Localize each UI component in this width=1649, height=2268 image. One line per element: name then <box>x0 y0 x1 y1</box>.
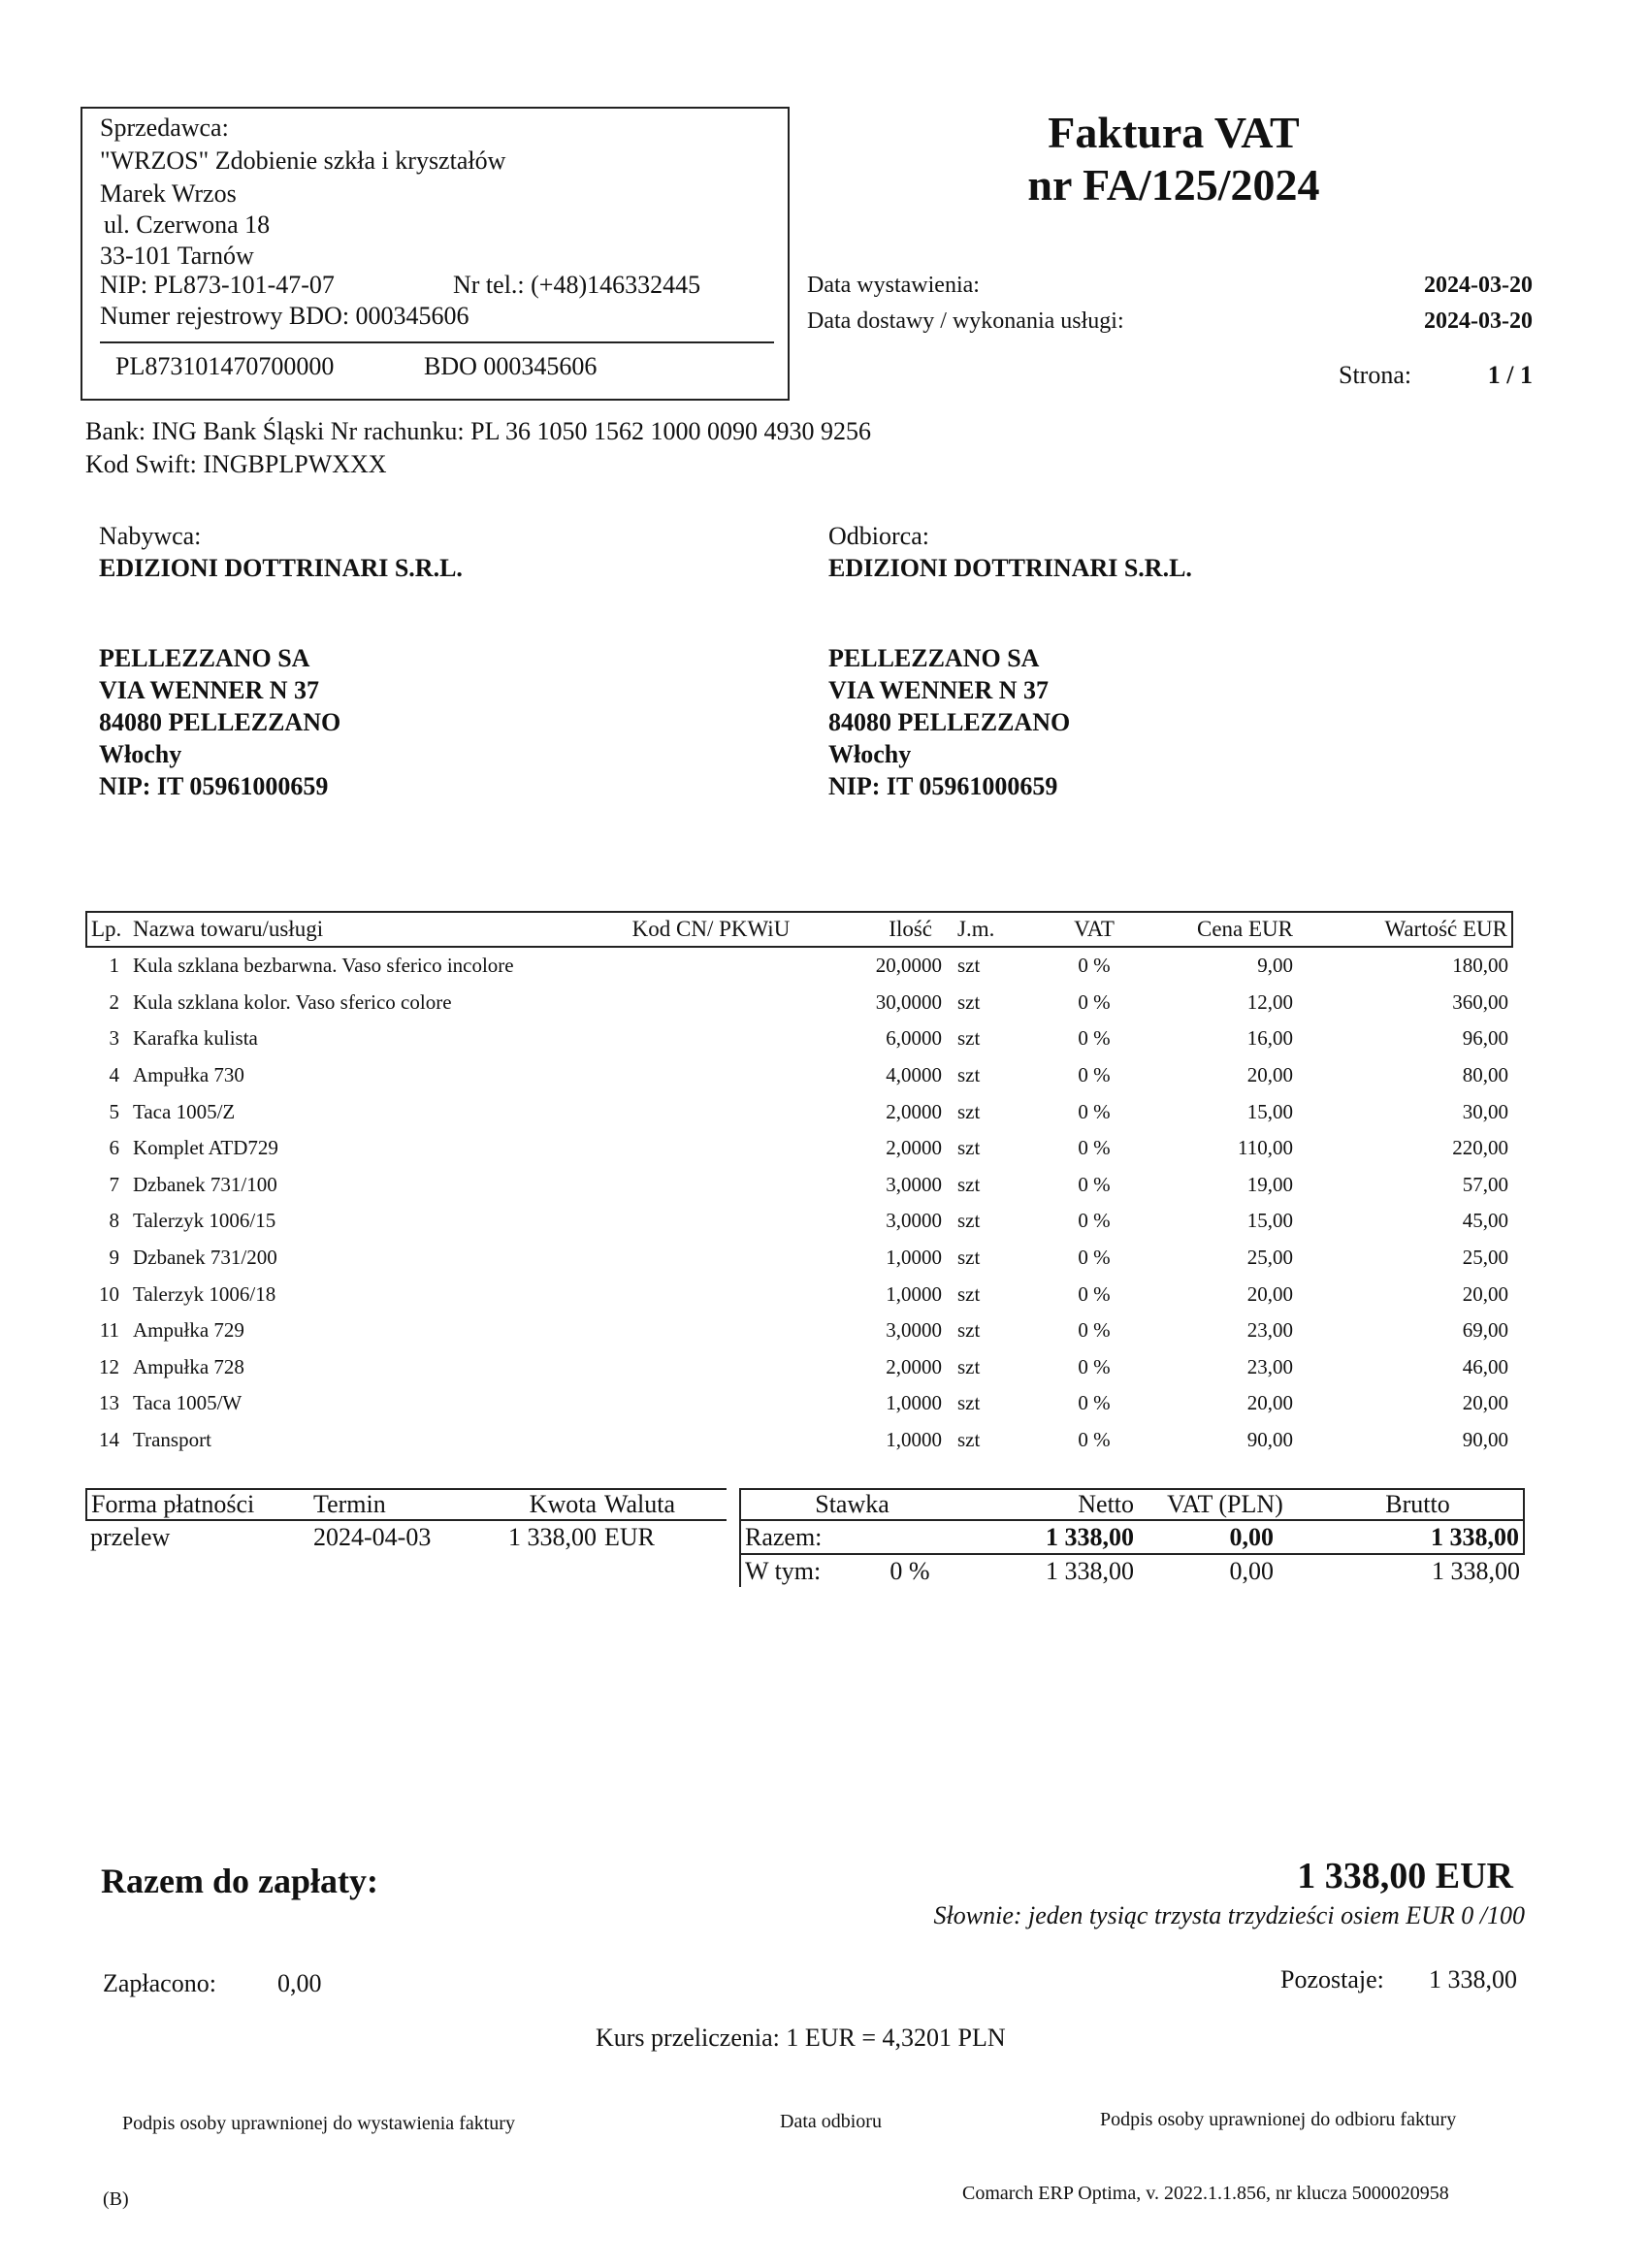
amount-due-label: Razem do zapłaty: <box>101 1862 378 1900</box>
summary-net-header: Netto <box>963 1489 1138 1520</box>
item-value: 25,00 <box>1462 1246 1508 1270</box>
item-qty: 3,0000 <box>886 1172 942 1196</box>
summary-incl-row <box>740 1554 1524 1587</box>
seller-owner: Marek Wrzos <box>100 179 237 208</box>
summary-header-row <box>740 1489 1524 1520</box>
receipt-date-label: Data odbioru <box>780 2111 882 2132</box>
delivery-date: 2024-03-20 <box>1424 308 1533 334</box>
item-value: 220,00 <box>1452 1136 1508 1160</box>
item-vat: 0 % <box>1078 954 1111 978</box>
item-unit: szt <box>957 1026 981 1051</box>
bank-account: Bank: ING Bank Śląski Nr rachunku: PL 36 1050 1562 1000 0090 4930 9256 <box>85 417 872 445</box>
buyer-country: Włochy <box>99 740 182 768</box>
issue-date-label: Data wystawienia: <box>807 273 980 298</box>
item-price: 110,00 <box>1238 1136 1293 1160</box>
item-qty: 3,0000 <box>886 1318 942 1343</box>
item-name: Dzbanek 731/200 <box>133 1246 277 1270</box>
item-qty: 3,0000 <box>886 1209 942 1233</box>
item-name: Transport <box>133 1428 211 1452</box>
payment-currency: EUR <box>604 1523 655 1551</box>
item-name: Talerzyk 1006/15 <box>133 1209 276 1233</box>
item-qty: 2,0000 <box>886 1136 942 1160</box>
item-value: 90,00 <box>1462 1428 1508 1452</box>
table-row <box>86 1240 1512 1277</box>
recipient-name: EDIZIONI DOTTRINARI S.R.L. <box>828 554 1192 582</box>
item-name: Ampułka 729 <box>133 1318 244 1343</box>
col-name: Nazwa towaru/usługi <box>129 912 614 947</box>
item-price: 19,00 <box>1246 1172 1293 1196</box>
item-unit: szt <box>957 1099 981 1123</box>
item-price: 9,00 <box>1257 954 1293 978</box>
item-name: Ampułka 730 <box>133 1063 244 1087</box>
item-code <box>614 1130 808 1167</box>
item-value: 57,00 <box>1462 1172 1508 1196</box>
item-lp: 5 <box>109 1099 119 1123</box>
item-name: Ampułka 728 <box>133 1354 244 1378</box>
item-name: Kula szklana bezbarwna. Vaso sferico incolore <box>133 954 514 978</box>
item-code <box>614 1312 808 1349</box>
col-qty: Ilość <box>808 912 954 947</box>
item-vat: 0 % <box>1078 1318 1111 1343</box>
seller-label: Sprzedawca: <box>100 113 229 142</box>
item-qty: 1,0000 <box>886 1281 942 1306</box>
item-lp: 12 <box>99 1354 119 1378</box>
item-price: 20,00 <box>1246 1281 1293 1306</box>
item-price: 15,00 <box>1246 1099 1293 1123</box>
item-lp: 13 <box>99 1391 119 1415</box>
item-unit: szt <box>957 1063 981 1087</box>
item-unit: szt <box>957 1136 981 1160</box>
item-unit: szt <box>957 1172 981 1196</box>
summary-vat-header: VAT (PLN) <box>1138 1489 1312 1520</box>
item-price: 15,00 <box>1246 1209 1293 1233</box>
payment-header-row <box>86 1489 727 1520</box>
buyer-line2: VIA WENNER N 37 <box>99 676 320 704</box>
payment-currency-header: Waluta <box>600 1489 727 1520</box>
amount-due: 1 338,00 EUR <box>1297 1856 1513 1896</box>
item-code <box>614 1422 808 1459</box>
col-unit: J.m. <box>954 912 1041 947</box>
summary-gross-header: Brutto <box>1312 1489 1524 1520</box>
summary-total-vat: 0,00 <box>1138 1520 1312 1554</box>
summary-rate-header: Stawka <box>740 1489 963 1520</box>
item-unit: szt <box>957 1281 981 1306</box>
item-price: 25,00 <box>1246 1246 1293 1270</box>
item-name: Taca 1005/Z <box>133 1099 236 1123</box>
col-vat: VAT <box>1041 912 1148 947</box>
item-value: 80,00 <box>1462 1063 1508 1087</box>
software-info: Comarch ERP Optima, v. 2022.1.1.856, nr klucza 5000020958 <box>962 2183 1449 2204</box>
item-value: 360,00 <box>1452 989 1508 1014</box>
summary-incl-vat: 0,00 <box>1229 1556 1275 1585</box>
payment-term-header: Termin <box>309 1489 494 1520</box>
exchange-rate: Kurs przeliczenia: 1 EUR = 4,3201 PLN <box>596 2024 1006 2052</box>
table-row <box>86 1312 1512 1349</box>
buyer-nip: NIP: IT 05961000659 <box>99 772 329 800</box>
item-lp: 2 <box>109 989 119 1014</box>
item-vat: 0 % <box>1078 1026 1111 1051</box>
item-vat: 0 % <box>1078 1099 1111 1123</box>
item-price: 16,00 <box>1246 1026 1293 1051</box>
item-value: 180,00 <box>1452 954 1508 978</box>
item-price: 20,00 <box>1246 1063 1293 1087</box>
col-lp: Lp. <box>86 912 129 947</box>
item-vat: 0 % <box>1078 989 1111 1014</box>
item-unit: szt <box>957 1318 981 1343</box>
item-name: Taca 1005/W <box>133 1391 242 1415</box>
item-unit: szt <box>957 1391 981 1415</box>
remaining-value: 1 338,00 <box>1429 1965 1517 1993</box>
table-row <box>86 1349 1512 1386</box>
item-name: Dzbanek 731/100 <box>133 1172 277 1196</box>
seller-nip: NIP: PL873-101-47-07 <box>100 271 335 299</box>
buyer-name: EDIZIONI DOTTRINARI S.R.L. <box>99 554 463 582</box>
payment-form-header: Forma płatności <box>86 1489 309 1520</box>
seller-street: ul. Czerwona 18 <box>104 211 271 239</box>
item-price: 12,00 <box>1246 989 1293 1014</box>
payment-row <box>86 1520 727 1554</box>
items-header-row <box>86 912 1512 947</box>
item-code <box>614 1167 808 1204</box>
item-lp: 3 <box>109 1026 119 1051</box>
paid-value: 0,00 <box>277 1969 322 1997</box>
item-price: 23,00 <box>1246 1318 1293 1343</box>
item-code <box>614 947 808 985</box>
summary-incl-gross: 1 338,00 <box>1432 1556 1521 1585</box>
item-qty: 1,0000 <box>886 1428 942 1452</box>
summary-incl-label: W tym: <box>740 1554 857 1587</box>
item-lp: 7 <box>109 1172 119 1196</box>
recipient-line2: VIA WENNER N 37 <box>828 676 1050 704</box>
item-vat: 0 % <box>1078 1136 1111 1160</box>
payment-form: przelew <box>90 1523 171 1551</box>
item-code <box>614 1240 808 1277</box>
item-code <box>614 985 808 1021</box>
table-row <box>86 1021 1512 1057</box>
item-vat: 0 % <box>1078 1172 1111 1196</box>
item-code <box>614 1203 808 1240</box>
bank-swift: Kod Swift: INGBPLPWXXX <box>85 450 387 478</box>
item-code <box>614 1385 808 1422</box>
item-name: Karafka kulista <box>133 1026 258 1051</box>
payment-amount: 1 338,00 <box>508 1523 597 1551</box>
item-lp: 9 <box>109 1246 119 1270</box>
col-value: Wartość EUR <box>1322 912 1512 947</box>
summary-total-net: 1 338,00 <box>963 1520 1138 1554</box>
page-value: 1 / 1 <box>1487 361 1533 389</box>
item-unit: szt <box>957 954 981 978</box>
table-row <box>86 1203 1512 1240</box>
item-code <box>614 1093 808 1130</box>
item-unit: szt <box>957 1428 981 1452</box>
table-row <box>86 1422 1512 1459</box>
item-vat: 0 % <box>1078 1281 1111 1306</box>
buyer-label: Nabywca: <box>99 522 202 550</box>
item-qty: 2,0000 <box>886 1099 942 1123</box>
item-name: Kula szklana kolor. Vaso sferico colore <box>133 989 452 1014</box>
item-unit: szt <box>957 989 981 1014</box>
item-lp: 11 <box>99 1318 119 1343</box>
seller-bdo-registry: Numer rejestrowy BDO: 000345606 <box>100 302 469 330</box>
item-price: 20,00 <box>1246 1391 1293 1415</box>
seller-city: 33-101 Tarnów <box>100 242 254 270</box>
item-lp: 10 <box>99 1281 119 1306</box>
seller-bdo: BDO 000345606 <box>424 352 598 380</box>
item-value: 96,00 <box>1462 1026 1508 1051</box>
item-value: 46,00 <box>1462 1354 1508 1378</box>
recipient-label: Odbiorca: <box>828 522 929 550</box>
summary-incl-net: 1 338,00 <box>1046 1556 1135 1585</box>
item-qty: 1,0000 <box>886 1391 942 1415</box>
item-value: 45,00 <box>1462 1209 1508 1233</box>
item-value: 69,00 <box>1462 1318 1508 1343</box>
recipient-country: Włochy <box>828 740 912 768</box>
buyer-line3: 84080 PELLEZZANO <box>99 708 341 736</box>
vat-summary-table <box>739 1488 1525 1587</box>
page-label: Strona: <box>1339 361 1412 389</box>
item-value: 30,00 <box>1462 1099 1508 1123</box>
item-unit: szt <box>957 1209 981 1233</box>
remaining-label: Pozostaje: <box>1280 1965 1384 1993</box>
seller-eori: PL873101470700000 <box>115 352 335 380</box>
payment-table <box>85 1488 727 1554</box>
table-row <box>86 1093 1512 1130</box>
table-row <box>86 985 1512 1021</box>
item-qty: 2,0000 <box>886 1354 942 1378</box>
summary-total-label: Razem: <box>740 1520 857 1554</box>
item-value: 20,00 <box>1462 1391 1508 1415</box>
item-value: 20,00 <box>1462 1281 1508 1306</box>
item-vat: 0 % <box>1078 1063 1111 1087</box>
seller-name: "WRZOS" Zdobienie szkła i kryształów <box>100 146 506 175</box>
item-price: 90,00 <box>1246 1428 1293 1452</box>
table-row <box>86 947 1512 985</box>
issue-date: 2024-03-20 <box>1424 273 1533 298</box>
document-mark: (B) <box>103 2188 129 2210</box>
amount-in-words: Słownie: jeden tysiąc trzysta trzydzieści osiem EUR 0 /100 <box>933 1901 1525 1929</box>
item-qty: 30,0000 <box>875 989 942 1014</box>
item-lp: 1 <box>109 954 119 978</box>
item-unit: szt <box>957 1354 981 1378</box>
issuer-signature-label: Podpis osoby uprawnionej do wystawienia faktury <box>122 2113 515 2134</box>
item-lp: 4 <box>109 1063 119 1087</box>
paid-label: Zapłacono: <box>103 1969 216 1997</box>
item-lp: 6 <box>109 1136 119 1160</box>
item-vat: 0 % <box>1078 1246 1111 1270</box>
item-name: Talerzyk 1006/18 <box>133 1281 276 1306</box>
invoice-number: nr FA/125/2024 <box>1027 160 1320 210</box>
seller-box <box>81 107 790 401</box>
delivery-date-label: Data dostawy / wykonania usługi: <box>807 308 1124 334</box>
item-vat: 0 % <box>1078 1428 1111 1452</box>
item-lp: 8 <box>109 1209 119 1233</box>
item-vat: 0 % <box>1078 1391 1111 1415</box>
item-qty: 20,0000 <box>875 954 942 978</box>
recipient-line1: PELLEZZANO SA <box>828 644 1040 672</box>
item-code <box>614 1057 808 1094</box>
seller-separator <box>100 341 774 343</box>
item-lp: 14 <box>99 1428 119 1452</box>
summary-incl-rate: 0 % <box>889 1556 930 1585</box>
items-table <box>85 911 1513 1458</box>
item-unit: szt <box>957 1246 981 1270</box>
payment-amount-header: Kwota <box>494 1489 600 1520</box>
invoice-title: Faktura VAT <box>1048 108 1300 157</box>
item-qty: 6,0000 <box>886 1026 942 1051</box>
item-vat: 0 % <box>1078 1354 1111 1378</box>
item-code <box>614 1276 808 1312</box>
table-row <box>86 1276 1512 1312</box>
item-code <box>614 1021 808 1057</box>
item-price: 23,00 <box>1246 1354 1293 1378</box>
col-price: Cena EUR <box>1148 912 1322 947</box>
summary-total-row <box>740 1520 1524 1554</box>
buyer-line1: PELLEZZANO SA <box>99 644 310 672</box>
item-vat: 0 % <box>1078 1209 1111 1233</box>
receiver-signature-label: Podpis osoby uprawnionej do odbioru faktury <box>1100 2109 1457 2130</box>
item-code <box>614 1349 808 1386</box>
payment-term: 2024-04-03 <box>313 1523 432 1551</box>
seller-phone: Nr tel.: (+48)146332445 <box>453 271 701 299</box>
table-row <box>86 1057 1512 1094</box>
recipient-nip: NIP: IT 05961000659 <box>828 772 1058 800</box>
recipient-line3: 84080 PELLEZZANO <box>828 708 1071 736</box>
item-qty: 4,0000 <box>886 1063 942 1087</box>
table-row <box>86 1130 1512 1167</box>
summary-total-gross: 1 338,00 <box>1312 1520 1524 1554</box>
table-row <box>86 1385 1512 1422</box>
col-code: Kod CN/ PKWiU <box>614 912 808 947</box>
item-qty: 1,0000 <box>886 1246 942 1270</box>
item-name: Komplet ATD729 <box>133 1136 278 1160</box>
table-row <box>86 1167 1512 1204</box>
